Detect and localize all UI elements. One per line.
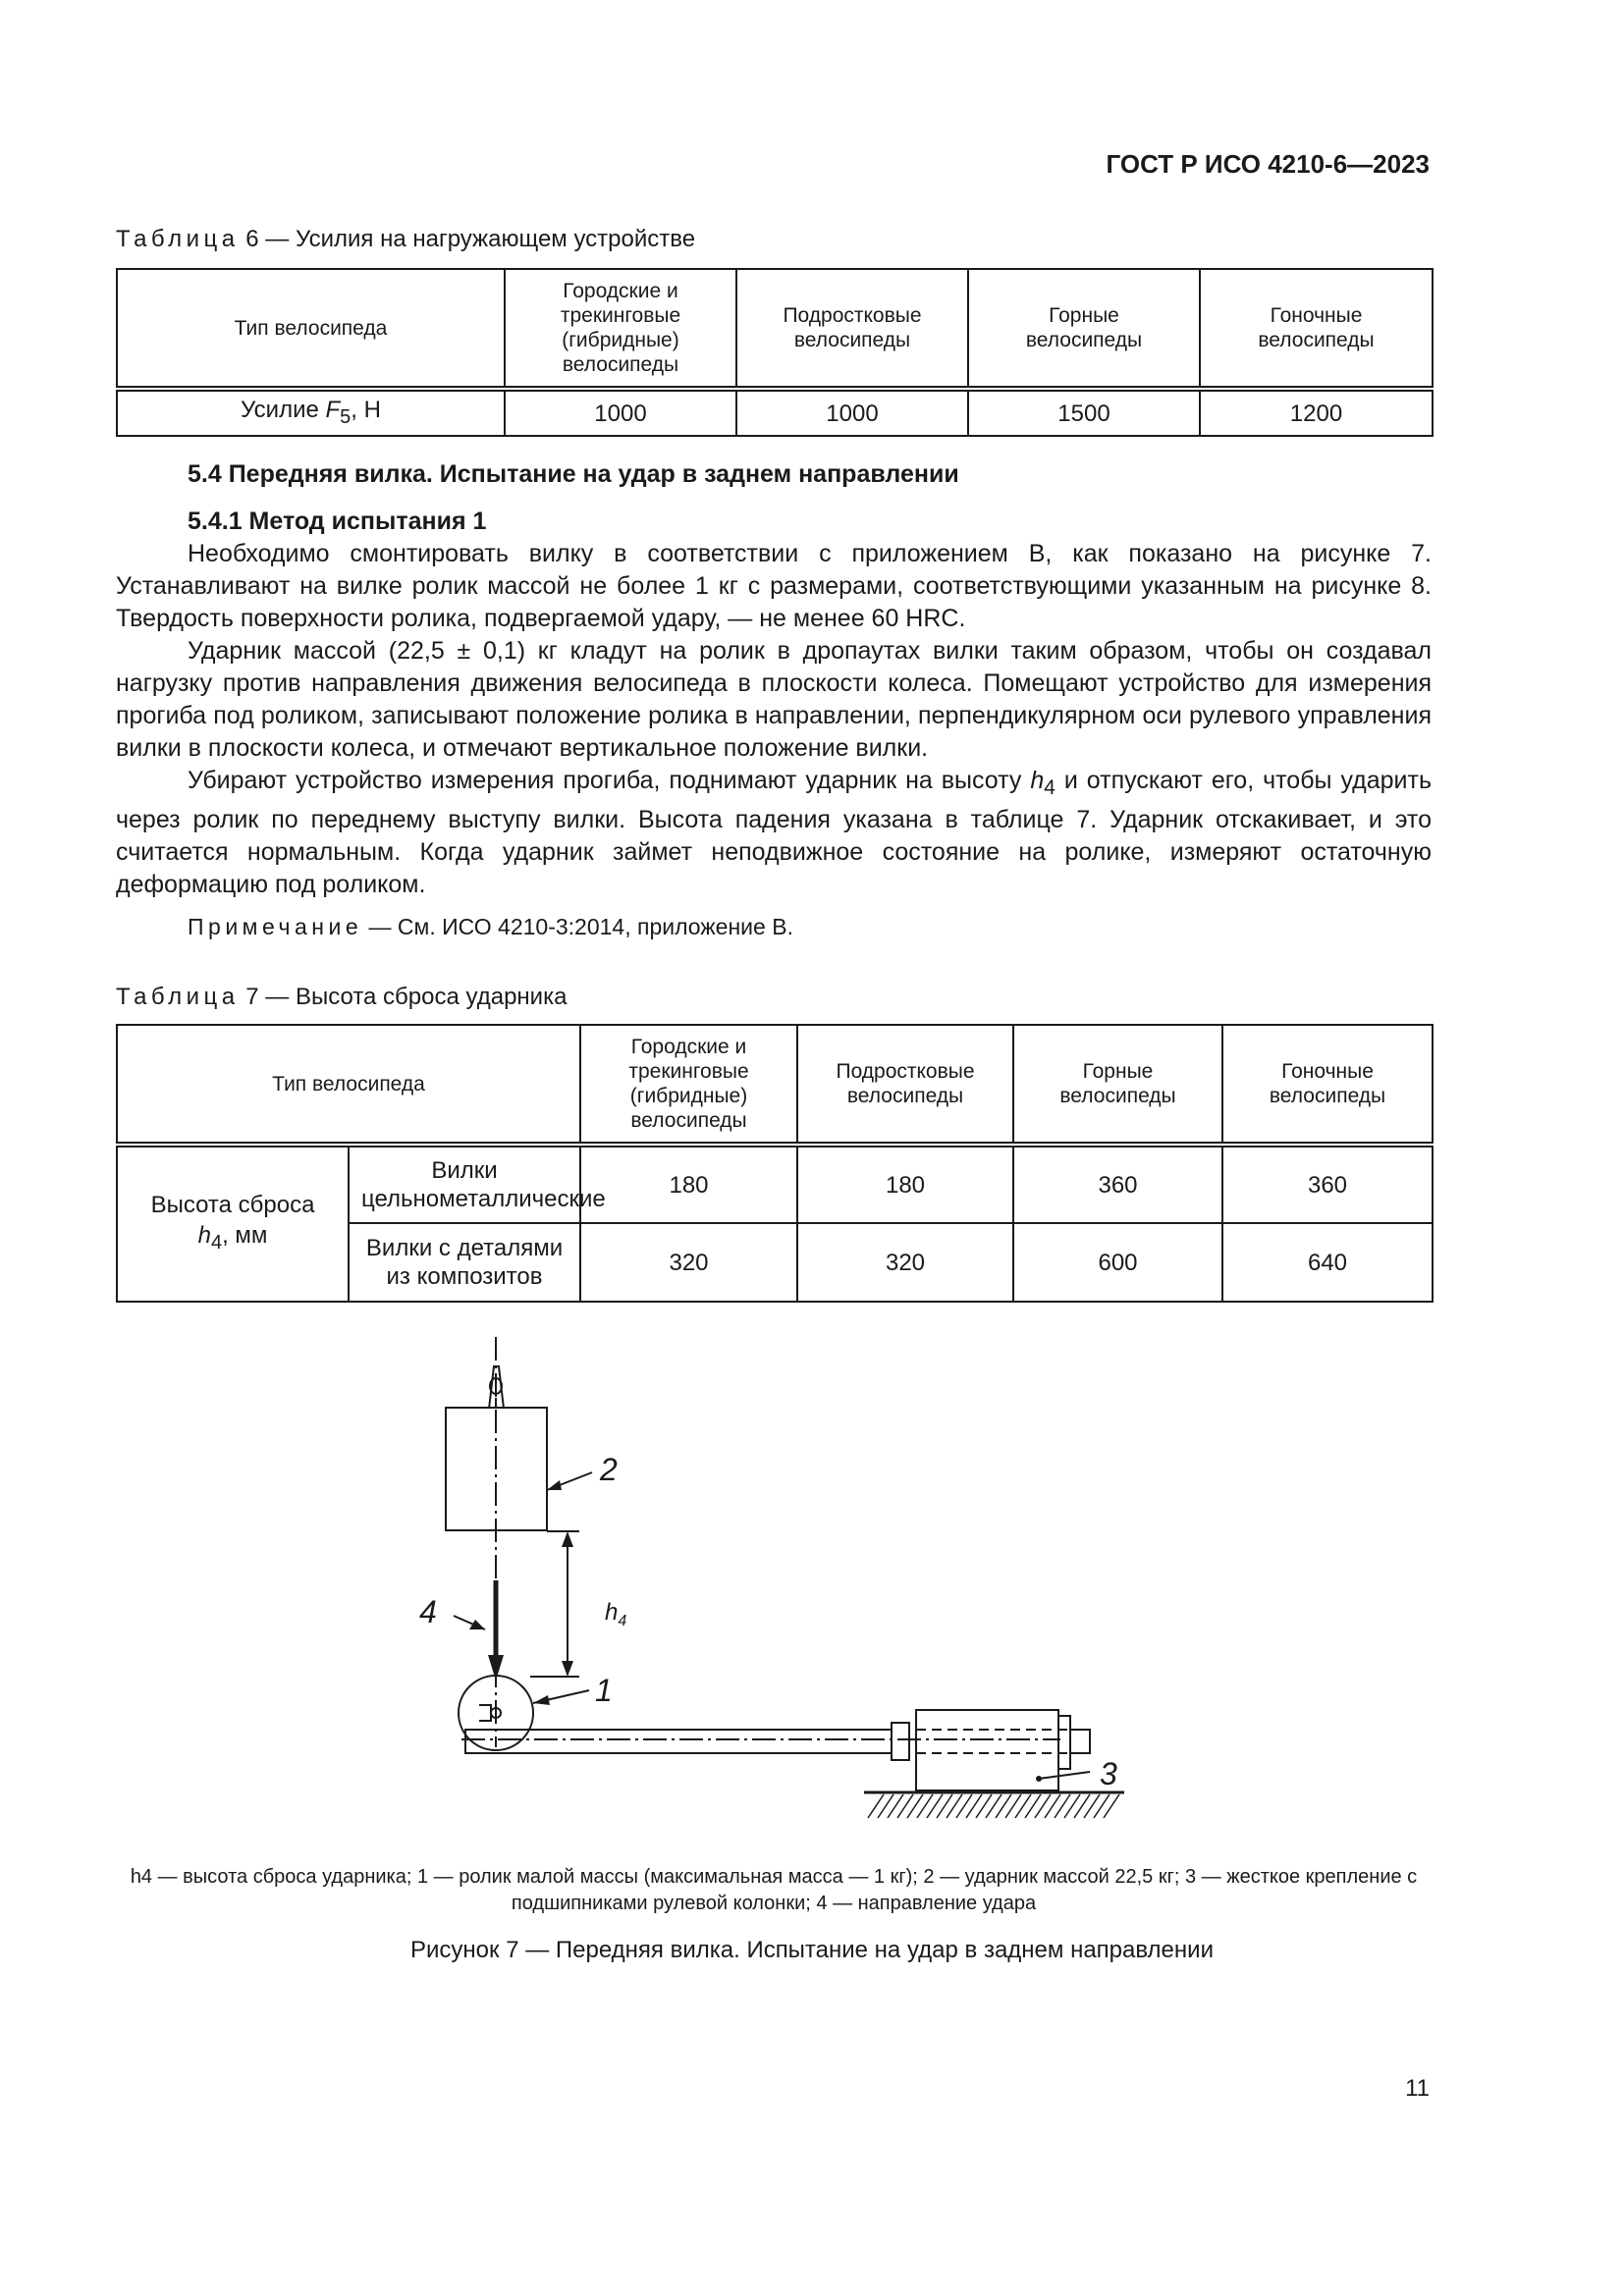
table7-header-mountain: Горные велосипеды: [1013, 1025, 1222, 1145]
label-roller: 1: [595, 1673, 613, 1708]
label-direction: 4: [419, 1594, 437, 1629]
bearing-nut: [1058, 1716, 1070, 1769]
table7-cell: 600: [1013, 1223, 1222, 1302]
table7-cell: 360: [1013, 1145, 1222, 1223]
table6-cell: 1200: [1200, 389, 1433, 436]
table7-caption-word: Таблица: [116, 984, 240, 1010]
table7-header-youth: Подростковые велосипеды: [797, 1025, 1013, 1145]
table7-row-label: Вилки с деталями из композитов: [349, 1223, 580, 1302]
label-height: $h_4$: [605, 1599, 627, 1629]
table7-cell: 320: [580, 1223, 797, 1302]
table7-cell: 320: [797, 1223, 1013, 1302]
table6-header-type: Тип велосипеда: [117, 269, 505, 389]
dimension-arrowhead-top: [562, 1531, 573, 1547]
table6-caption-text: 6 — Усилия на нагружающем устройстве: [245, 226, 696, 252]
section-title: 5.4 Передняя вилка. Испытание на удар в заднем направлении: [188, 460, 959, 488]
mount-leader-dot: [1036, 1776, 1042, 1782]
impactor-arrowhead: [547, 1480, 562, 1490]
fork-nut: [892, 1723, 909, 1760]
roller-arrowhead: [533, 1695, 550, 1705]
table6-cell: 1000: [505, 389, 736, 436]
paragraph-1: Необходимо смонтировать вилку в соответствии с приложением В, как показано на рисунке 7. Устанавливают на вилке ролик массой не более 1 кг с размерами, соответствующими указанным на рисунке 8. Твердость поверхности ролика, подвергаемой удару, — не менее 60 HRC.: [116, 540, 1432, 632]
table6-header-youth: Подростковые велосипеды: [736, 269, 968, 389]
subsection-title: 5.4.1 Метод испытания 1: [188, 507, 487, 535]
dimension-arrowhead-bottom: [562, 1661, 573, 1677]
note-word: Примечание: [188, 914, 363, 939]
table7-caption-text: 7 — Высота сброса ударника: [245, 984, 568, 1010]
ground-hatch: [868, 1794, 1119, 1818]
table6-header-mountain: Горные велосипеды: [968, 269, 1200, 389]
table7-cell: 180: [797, 1145, 1013, 1223]
table7-header-city: Городские и трекинговые (гибридные) велосипеды: [580, 1025, 797, 1145]
mount-leader: [1039, 1772, 1090, 1779]
table6-caption-word: Таблица: [116, 226, 240, 252]
table7-row-label: Вилки цельнометаллические: [349, 1145, 580, 1223]
paragraph-3: Убирают устройство измерения прогиба, поднимают ударник на высоту $h_4$ и отпускают его, чтобы ударить через ролик по переднему выступу вилки. Высота падения указана в таблице 7. Ударник отскакивает, и это считается нормальным. Когда ударник займет неподвижное состояние на ролике, измеряют остаточную деформацию под роликом.: [116, 767, 1432, 898]
label-mount: 3: [1100, 1756, 1117, 1791]
table7-cell: 640: [1222, 1223, 1433, 1302]
fork-tube: [465, 1730, 892, 1753]
note-text: — См. ИСО 4210-3:2014, приложение В.: [368, 914, 793, 939]
table7-cell: 360: [1222, 1145, 1433, 1223]
dropout: [479, 1705, 491, 1721]
table6-header-city: Городские и трекинговые (гибридные) велосипеды: [505, 269, 736, 389]
table7-cell: 180: [580, 1145, 797, 1223]
paragraph-2: Ударник массой (22,5 ± 0,1) кг кладут на ролик в дропаутах вилки таким образом, чтобы он создавал нагрузку против направления движения велосипеда в плоскости колеса. Помещают устройство для измерения прогиба под роликом, записывают положение ролика в направлении, перпендикулярном оси рулевого управления вилки в плоскости колеса, и отмечают вертикальное положение вилки.: [116, 637, 1432, 762]
table7-group-label: Высота сброса $h_4$, мм: [117, 1145, 349, 1302]
label-impactor: 2: [600, 1452, 618, 1487]
table7-header-racing: Гоночные велосипеды: [1222, 1025, 1433, 1145]
table6-cell: 1000: [736, 389, 968, 436]
figure7-caption: Рисунок 7 — Передняя вилка. Испытание на удар в заднем направлении: [410, 1937, 1214, 1963]
document-id: ГОСТ Р ИСО 4210-6—2023: [1106, 149, 1430, 179]
table7-header-type: Тип велосипеда: [117, 1025, 580, 1145]
figure7-legend: h4 — высота сброса ударника; 1 — ролик малой массы (максимальная масса — 1 кг); 2 — ударник массой 22,5 кг; 3 — жесткое крепление с подшипниками рулевой колонки; 4 — направление удара: [130, 1866, 1418, 1914]
table6-header-racing: Гоночные велосипеды: [1200, 269, 1433, 389]
table6-cell: 1500: [968, 389, 1200, 436]
table6-row-label: Усилие $F_5$, Н: [117, 389, 505, 436]
page-number: 11: [1405, 2075, 1430, 2102]
